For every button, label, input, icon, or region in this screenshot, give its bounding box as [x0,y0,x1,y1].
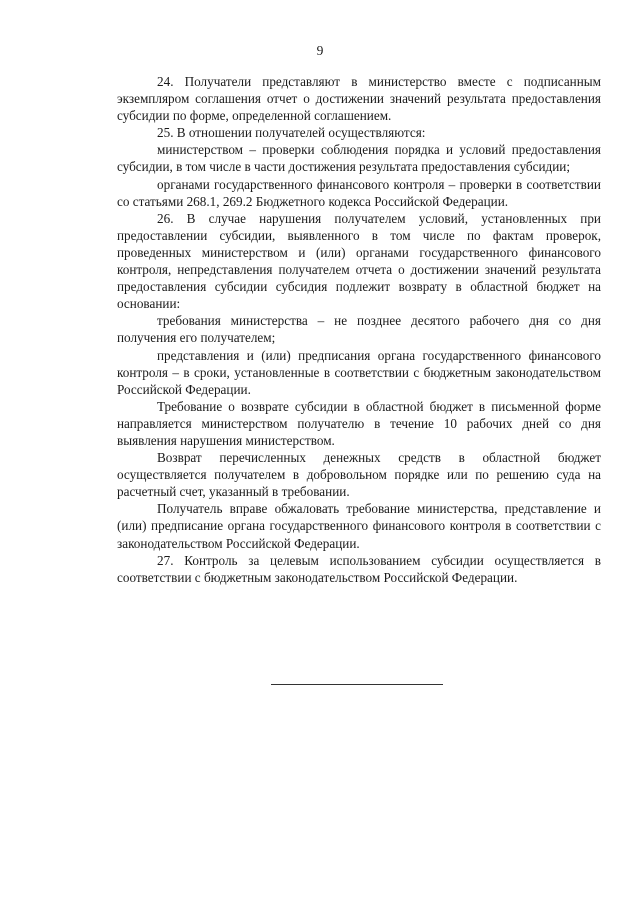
paragraph-25-control-bodies: органами государственного финансового контроля – проверки в соответствии со статьями 268.1, 269.2 Бюджетного кодекса Российской Федерации. [117,176,601,209]
paragraph-24: 24. Получатели представляют в министерство вместе с подписанным экземпляром соглашения отчет о достижении значений результата предоставления субсидии по форме, определенной соглашением. [117,74,601,124]
paragraph-25-ministry: министерством – проверки соблюдения порядка и условий предоставления субсидии, в том числе в части достижения результата предоставления субсидии; [117,142,601,175]
paragraph-26-demand-notice: Требование о возврате субсидии в областной бюджет в письменной форме направляется министерством получателю в течение 10 рабочих дней со дня выявления нарушения министерством. [117,398,601,448]
paragraph-26-ministry-demand: требования министерства – не позднее десятого рабочего дня со дня получения его получателем; [117,313,601,346]
paragraph-26: 26. В случае нарушения получателем условий, установленных при предоставлении субсидии, выявленного в том числе по фактам проверок, проведенных министерством и (или) органами государственного финансового контроля, непредставления получателем отчета о достижении значений результата предоставления субсидии субсидия подлежит возврату в областной бюджет на основании: [117,210,601,312]
page-number: 9 [316,43,324,58]
paragraph-27: 27. Контроль за целевым использованием субсидии осуществляется в соответствии с бюджетным законодательством Российской Федерации. [117,552,601,585]
paragraph-25: 25. В отношении получателей осуществляются: [157,125,426,141]
paragraph-26-control-order: представления и (или) предписания органа государственного финансового контроля – в сроки, установленные в соответствии с бюджетным законодательством Российской Федерации. [117,347,601,397]
paragraph-26-appeal: Получатель вправе обжаловать требование министерства, представление и (или) предписание органа государственного финансового контроля в соответствии с законодательством Российской Федерации. [117,501,601,551]
document-body [117,73,601,586]
end-divider [271,684,443,685]
paragraph-26-refund: Возврат перечисленных денежных средств в областной бюджет осуществляется получателем в добровольном порядке или по решению суда на расчетный счет, указанный в требовании. [117,450,601,500]
